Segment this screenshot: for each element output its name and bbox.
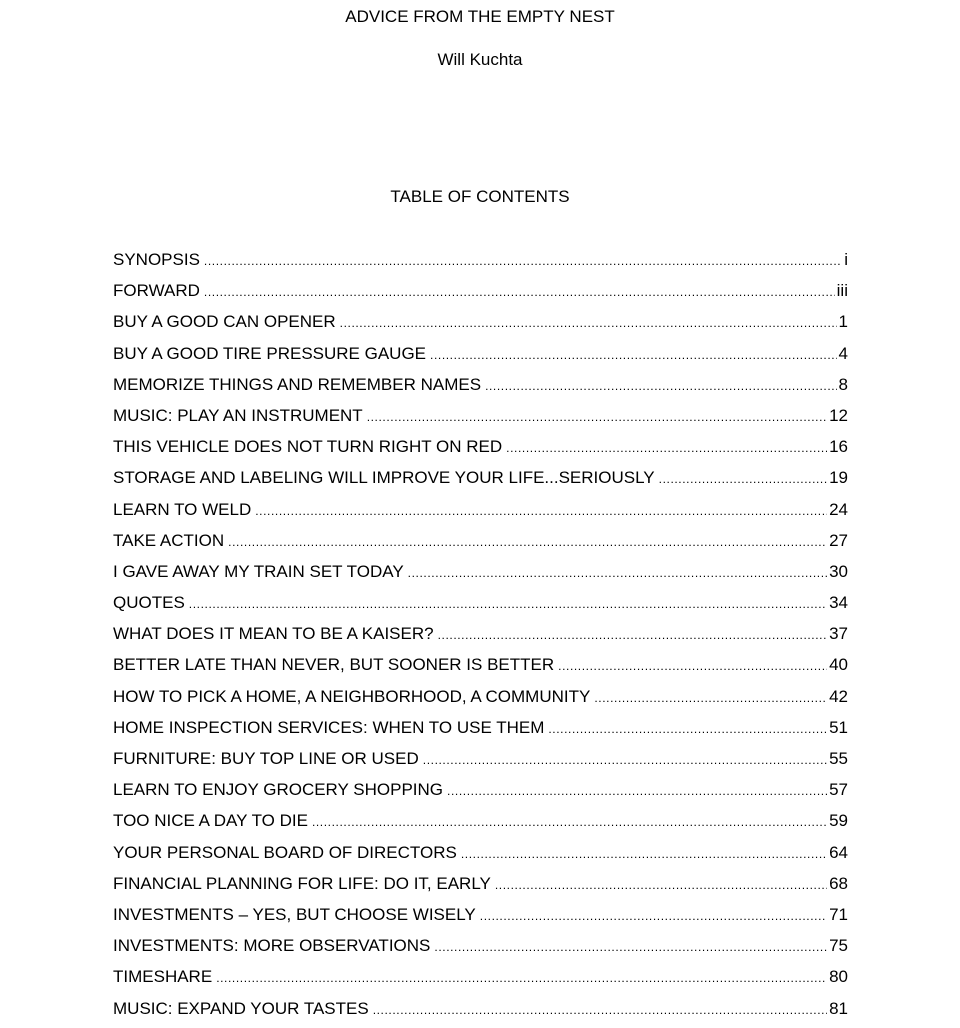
dot-leader [461,842,827,866]
toc-entry-page-number: 24 [829,499,848,519]
toc-entry[interactable] [113,279,848,310]
toc-entry-page-number: iii [836,281,848,301]
toc-entry-label: I GAVE AWAY MY TRAIN SET TODAY [113,561,404,581]
dot-leader [430,343,837,367]
toc-entry-label: MEMORIZE THINGS AND REMEMBER NAMES [113,374,482,394]
toc-entry-page-number: 30 [829,561,848,581]
toc-entry-page-number: 4 [838,343,848,363]
toc-entry[interactable] [113,342,848,373]
dot-leader [594,686,827,710]
dot-leader [434,935,827,959]
dot-leader [340,311,837,335]
toc-entry[interactable] [113,466,848,497]
toc-entry[interactable] [113,997,848,1028]
toc-entry[interactable] [113,248,848,279]
book-title: ADVICE FROM THE EMPTY NEST [345,7,615,26]
toc-entry-label: WHAT DOES IT MEAN TO BE A KAISER? [113,624,434,644]
toc-entry-label: SYNOPSIS [113,250,200,269]
toc-entry[interactable] [113,841,848,872]
toc-entry[interactable] [113,529,848,560]
toc-entry-page-number: 40 [829,655,848,675]
toc-entry-label: YOUR PERSONAL BOARD OF DIRECTORS [113,842,457,862]
dot-leader [408,561,827,585]
dot-leader [447,779,827,803]
toc-entry[interactable] [113,809,848,840]
toc-entry-page-number: 55 [829,749,848,768]
toc-entry-label: FORWARD [113,281,200,301]
toc-entry-label: HOW TO PICK A HOME, A NEIGHBORHOOD, A COMMUNITY [113,686,591,706]
toc-entry-label: LEARN TO ENJOY GROCERY SHOPPING [113,780,444,800]
toc-entry-label: BUY A GOOD CAN OPENER [113,312,336,332]
toc-entry-page-number: 1 [838,312,848,332]
toc-entry[interactable] [113,653,848,684]
toc-entry-page-number: 16 [829,437,848,457]
dot-leader [204,280,835,304]
dot-leader [189,592,827,616]
toc-entry-label: MUSIC: PLAY AN INSTRUMENT [113,405,363,425]
toc-entry[interactable] [113,903,848,934]
toc-entry[interactable] [113,622,848,653]
toc-entry[interactable] [113,404,848,435]
toc-entry-page-number: 51 [829,717,848,737]
toc-entry[interactable] [113,373,848,404]
toc-entry-page-number: 42 [829,686,848,706]
toc-entry-page-number: 57 [829,780,848,800]
toc-entry-label: STORAGE AND LABELING WILL IMPROVE YOUR LIFE...SERIOUSLY [113,468,655,488]
toc-entry-label: TOO NICE A DAY TO DIE [113,811,308,831]
toc-entry-label: TIMESHARE [113,967,213,987]
dot-leader [558,654,827,678]
dot-leader [204,249,842,273]
toc-entry-page-number: 34 [829,593,848,613]
dot-leader [495,873,827,897]
toc-entry[interactable] [113,778,848,809]
toc-entry[interactable] [113,716,848,747]
toc-entry[interactable] [113,310,848,341]
toc-entry-label: QUOTES [113,593,185,613]
dot-leader [659,467,827,491]
dot-leader [373,998,827,1022]
dot-leader [312,810,827,834]
table-of-contents [113,248,848,1028]
toc-entry-label: BETTER LATE THAN NEVER, BUT SOONER IS BETTER [113,655,555,675]
toc-entry[interactable] [113,591,848,622]
toc-entry-label: FINANCIAL PLANNING FOR LIFE: DO IT, EARLY [113,873,491,893]
toc-entry-page-number: 27 [829,530,848,550]
toc-entry-page-number: 75 [829,936,848,956]
dot-leader [228,530,827,554]
toc-entry-page-number: 8 [838,374,848,394]
toc-entry-label: HOME INSPECTION SERVICES: WHEN TO USE THEM [113,717,545,737]
toc-entry-page-number: 37 [829,624,848,644]
toc-entry-page-number: 64 [829,842,848,862]
toc-entry[interactable] [113,965,848,996]
dot-leader [438,623,828,647]
toc-entry[interactable] [113,934,848,965]
dot-leader [255,499,827,523]
dot-leader [216,966,827,990]
toc-entry-page-number: 59 [829,811,848,831]
toc-entry-label: LEARN TO WELD [113,499,252,519]
toc-entry-page-number: i [844,250,848,269]
toc-heading: TABLE OF CONTENTS [390,187,570,206]
toc-entry-label: BUY A GOOD TIRE PRESSURE GAUGE [113,343,427,363]
dot-leader [506,436,827,460]
toc-entry-page-number: 12 [829,405,848,425]
toc-entry-page-number: 19 [829,468,848,488]
dot-leader [485,374,836,398]
toc-entry-label: INVESTMENTS: MORE OBSERVATIONS [113,936,431,956]
toc-entry-label: MUSIC: EXPAND YOUR TASTES [113,998,369,1018]
toc-entry-label: FURNITURE: BUY TOP LINE OR USED [113,749,419,768]
book-author: Will Kuchta [437,50,523,69]
toc-entry-page-number: 81 [829,998,848,1018]
dot-leader [480,904,827,928]
toc-entry-page-number: 71 [829,904,848,924]
dot-leader [367,405,827,429]
toc-entry[interactable] [113,435,848,466]
toc-entry-label: INVESTMENTS – YES, BUT CHOOSE WISELY [113,904,476,924]
toc-entry[interactable] [113,685,848,716]
toc-entry[interactable] [113,498,848,529]
dot-leader [548,717,827,741]
toc-entry-label: THIS VEHICLE DOES NOT TURN RIGHT ON RED [113,437,503,457]
toc-entry-page-number: 68 [829,873,848,893]
dot-leader [423,748,827,772]
toc-entry[interactable] [113,560,848,591]
toc-entry[interactable] [113,747,848,778]
toc-entry-page-number: 80 [829,967,848,987]
toc-entry-label: TAKE ACTION [113,530,225,550]
toc-entry[interactable] [113,872,848,903]
